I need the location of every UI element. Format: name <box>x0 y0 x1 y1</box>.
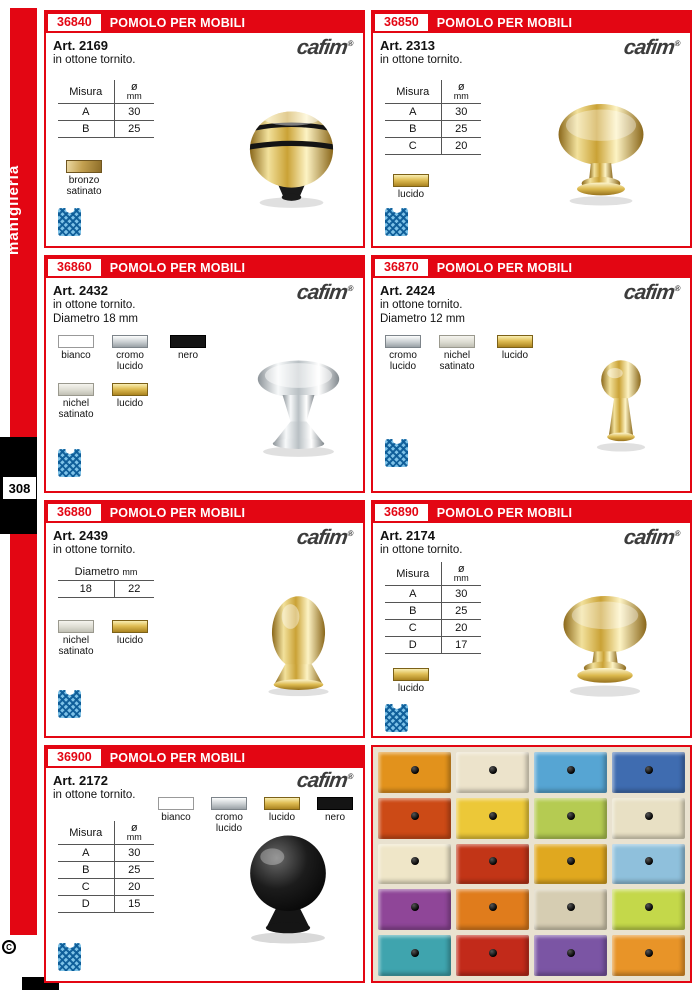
cafim-logo: cafim® <box>295 769 355 792</box>
size-table: Misura ø mm A 30 B 25 C 20 <box>385 80 481 155</box>
catalog-bag-icon <box>58 943 81 971</box>
size-row: A 30 <box>58 104 154 121</box>
drawer <box>378 844 451 885</box>
drawer <box>612 752 685 793</box>
article-description: in ottone tornito. <box>380 544 463 556</box>
drawer <box>612 798 685 839</box>
panel-title: POMOLO PER MOBILI <box>109 505 246 520</box>
drawer <box>534 935 607 976</box>
product-code: 36840 <box>48 14 101 31</box>
size-row: C 20 <box>385 620 481 637</box>
finish-bianco <box>150 797 202 823</box>
size-table: Misura ø mm A 30 B 25 C 20 D 17 <box>385 562 481 654</box>
finish-label: satinato <box>58 646 94 657</box>
catalog-bag-icon <box>385 439 408 467</box>
product-code: 36890 <box>375 504 428 521</box>
finish-label: lucido <box>397 683 425 694</box>
size-row: D 17 <box>385 637 481 654</box>
cafim-logo: cafim® <box>295 526 355 549</box>
product-code: 36860 <box>48 259 101 276</box>
article-number: Art. 2432 <box>53 283 108 298</box>
panel-header <box>46 502 363 523</box>
drawer <box>378 752 451 793</box>
cafim-logo: cafim® <box>295 36 355 59</box>
product-panel-36900 <box>44 745 365 983</box>
article-description: in ottone tornito. <box>53 789 136 801</box>
finish-label: lucido <box>501 350 529 361</box>
finish-chip <box>112 620 148 633</box>
finish-chip <box>112 383 148 396</box>
size-table: Misura ø mm A 30 B 25 C 20 D 15 <box>58 821 154 913</box>
panel-title: POMOLO PER MOBILI <box>436 505 573 520</box>
diameter-note: Diametro 18 mm <box>53 313 138 325</box>
product-code: 36870 <box>375 259 428 276</box>
cafim-logo: cafim® <box>622 281 682 304</box>
panel-title: POMOLO PER MOBILI <box>436 260 573 275</box>
size-row: B 25 <box>385 121 481 138</box>
panel-header <box>373 257 690 278</box>
finish-label: lucido <box>397 189 425 200</box>
article-number: Art. 2172 <box>53 773 108 788</box>
finish-chip <box>317 797 353 810</box>
article-description: in ottone tornito. <box>53 54 136 66</box>
panel-header <box>46 747 363 768</box>
product-panel-36890 <box>371 500 692 738</box>
finish-lucido <box>104 383 156 409</box>
drawer <box>534 844 607 885</box>
drawer <box>612 844 685 885</box>
cafim-logo: cafim® <box>622 526 682 549</box>
product-photo <box>565 349 677 466</box>
panel-header <box>46 257 363 278</box>
finish-bianco <box>50 335 102 361</box>
panel-header <box>373 502 690 523</box>
product-code: 36850 <box>375 14 428 31</box>
drawer-photo-panel <box>371 745 692 983</box>
panel-title: POMOLO PER MOBILI <box>109 260 246 275</box>
page-number: 308 <box>3 477 36 499</box>
finish-chip <box>112 335 148 348</box>
finish-bronzo-satinato <box>58 160 110 197</box>
drawer <box>534 798 607 839</box>
panel-header <box>46 12 363 33</box>
product-code: 36880 <box>48 504 101 521</box>
finish-label: satinato <box>66 186 102 197</box>
diameter-table: Diametro mm 18 22 <box>58 564 154 598</box>
size-row: A 30 <box>385 586 481 603</box>
finish-label: bianco <box>161 812 191 823</box>
finish-label: lucido <box>215 823 243 834</box>
panel-title: POMOLO PER MOBILI <box>436 15 573 30</box>
product-panel-36870 <box>371 255 692 493</box>
finish-lucido <box>256 797 308 823</box>
finish-label: cromo <box>215 812 243 823</box>
size-row: B 25 <box>58 862 154 879</box>
panel-title: POMOLO PER MOBILI <box>109 15 246 30</box>
finish-nichel-satinato <box>431 335 483 372</box>
finish-nero <box>162 335 214 361</box>
size-row: B 25 <box>58 121 154 138</box>
sidebar-category-label: maniglieria <box>5 164 22 256</box>
finish-label: cromo <box>116 350 144 361</box>
product-panel-36880 <box>44 500 365 738</box>
finish-label: lucido <box>116 361 144 372</box>
drawer <box>456 752 529 793</box>
finish-label: lucido <box>116 635 144 646</box>
size-table: Misura ø mm A 30 B 25 <box>58 80 154 138</box>
finish-chip <box>58 383 94 396</box>
finish-label: cromo <box>389 350 417 361</box>
product-photo <box>541 92 661 217</box>
finish-label: nichel <box>62 635 90 646</box>
panel-title: POMOLO PER MOBILI <box>109 750 246 765</box>
size-row: B 25 <box>385 603 481 620</box>
finish-chip <box>58 620 94 633</box>
article-number: Art. 2424 <box>380 283 435 298</box>
finish-lucido <box>104 620 156 646</box>
diameter-note: Diametro 12 mm <box>380 313 465 325</box>
cafim-logo: cafim® <box>622 36 682 59</box>
finish-chip <box>66 160 102 173</box>
finish-cromo-lucido <box>377 335 429 372</box>
product-panel-36850 <box>371 10 692 248</box>
finish-label: satinato <box>439 361 475 372</box>
catalog-bag-icon <box>385 704 408 732</box>
drawer <box>456 889 529 930</box>
drawer <box>378 798 451 839</box>
product-photo <box>241 590 356 710</box>
size-row: D 15 <box>58 896 154 913</box>
finish-chip <box>439 335 475 348</box>
article-description: in ottone tornito. <box>53 299 136 311</box>
article-number: Art. 2174 <box>380 528 435 543</box>
article-number: Art. 2313 <box>380 38 435 53</box>
finish-chip <box>393 668 429 681</box>
finish-nero <box>309 797 361 823</box>
product-panel-36840 <box>44 10 365 248</box>
finish-label: lucido <box>268 812 296 823</box>
product-photo <box>234 100 349 220</box>
panel-header <box>373 12 690 33</box>
finish-chip <box>170 335 206 348</box>
finish-chip <box>393 174 429 187</box>
finish-cromo-lucido <box>104 335 156 372</box>
drawer <box>534 752 607 793</box>
product-code: 36900 <box>48 749 101 766</box>
finish-chip <box>385 335 421 348</box>
finish-label: bronzo <box>68 175 100 186</box>
drawer <box>456 798 529 839</box>
finish-label: nero <box>324 812 345 823</box>
size-row: C 20 <box>58 879 154 896</box>
size-row: A 30 <box>58 845 154 862</box>
catalog-bag-icon <box>58 208 81 236</box>
finish-nichel-satinato <box>50 383 102 420</box>
finish-chip <box>497 335 533 348</box>
finish-label: satinato <box>58 409 94 420</box>
finish-label: nichel <box>443 350 471 361</box>
finish-label: lucido <box>116 398 144 409</box>
drawer <box>534 889 607 930</box>
drawer <box>612 889 685 930</box>
finish-chip <box>58 335 94 348</box>
finish-nichel-satinato <box>50 620 102 657</box>
catalog-bag-icon <box>58 690 81 718</box>
drawer <box>612 935 685 976</box>
finish-label: nero <box>177 350 198 361</box>
catalog-bag-icon <box>58 449 81 477</box>
drawer <box>456 935 529 976</box>
finish-label: bianco <box>61 350 91 361</box>
product-photo <box>228 829 348 954</box>
drawer <box>456 844 529 885</box>
article-description: in ottone tornito. <box>53 544 136 556</box>
page-number-block <box>0 437 37 534</box>
finish-label: lucido <box>389 361 417 372</box>
article-number: Art. 2169 <box>53 38 108 53</box>
printer-mark: C <box>2 940 16 954</box>
finish-label: nichel <box>62 398 90 409</box>
product-panel-36860 <box>44 255 365 493</box>
article-description: in ottone tornito. <box>380 54 463 66</box>
size-row: 18 22 <box>58 581 154 598</box>
cafim-logo: cafim® <box>295 281 355 304</box>
article-description: in ottone tornito. <box>380 299 463 311</box>
finish-chip <box>211 797 247 810</box>
size-row: C 20 <box>385 138 481 155</box>
drawer <box>378 889 451 930</box>
drawer <box>378 935 451 976</box>
product-photo <box>241 349 356 469</box>
product-photo <box>545 584 665 709</box>
finish-lucido <box>385 174 437 200</box>
size-row: A 30 <box>385 104 481 121</box>
colorful-drawers-photo <box>373 747 690 981</box>
finish-chip <box>158 797 194 810</box>
finish-lucido <box>385 668 437 694</box>
catalog-bag-icon <box>385 208 408 236</box>
finish-chip <box>264 797 300 810</box>
finish-lucido <box>489 335 541 361</box>
article-number: Art. 2439 <box>53 528 108 543</box>
